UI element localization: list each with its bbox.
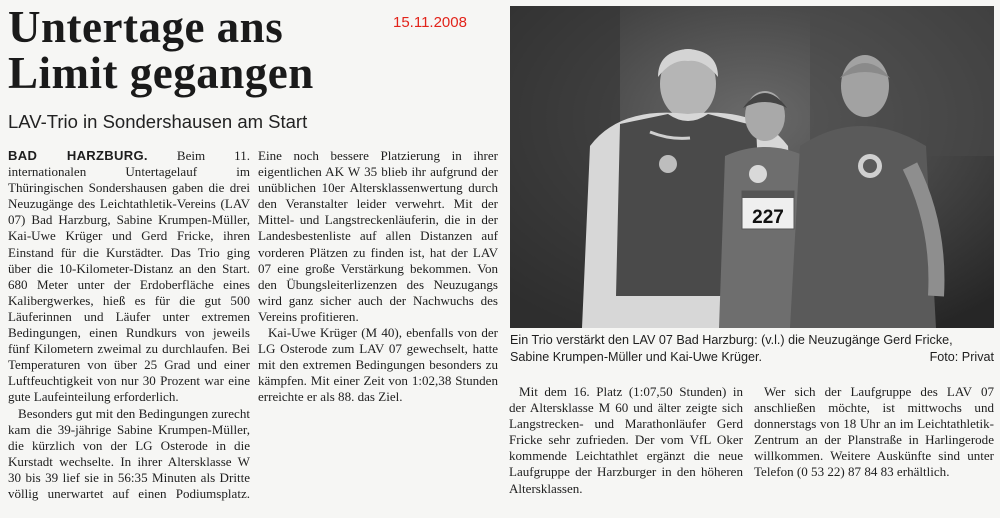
article-paragraph-4: Mit dem 16. Platz (1:07,50 Stunden) in der Altersklasse M 60 und älter zeigte sich Langstrecken- und Marathonläufer Gerd Fricke sehr zufrieden. Der vom VfL Oker kommende Leichtathlet ergänzt die neue Laufgruppe der Harzburger in den höheren Altersklassen. <box>509 384 743 496</box>
article-paragraph-continued: Eine noch bessere Platzierung in ihrer eigentlichen AK W 35 blieb ihr aufgrund der unüblichen 10er Altersklassenwertung durch den Veranstalter leider verwehrt. Mit der Mittel- und Langstreckenläuferin, die in der Landesbestenliste auf allen Distanzen auf vorderen Plätzen zu finden ist, hat der LAV 07 eine große Verstärkung bekommen. Von den Übungsleiterlizenzen des Neuzugangs wird ganz sicher auch der Nachwuchs des Vereins profitieren. <box>258 148 498 324</box>
subheadline: LAV-Trio in Sondershausen am Start <box>8 111 308 132</box>
article-paragraph-3: Kai-Uwe Krüger (M 40), ebenfalls von der LG Osterode zum LAV 07 gewechselt, hatte mit den extremen Bedingungen besonders zu kämpfen. Mit einer Zeit von 1:02,38 Stunden erreichte er als 88. das Ziel. <box>258 325 498 405</box>
bib-number: 227 <box>752 207 784 228</box>
date-stamp: 15.11.2008 <box>393 14 467 31</box>
team-photo <box>510 6 994 328</box>
article-paragraph-1: BAD HARZBURG. Beim 11. internationalen Untertagelauf im Thüringischen Sondershausen gaben die drei Neuzugänge des Leichtathletik-Vereins (LAV 07) Bad Harzburg, Sabine Krumpen-Müller, Kai-Uwe Krüger und Gerd Fricke, ihren Einstand für die Kurstädter. Das Trio ging über die 10-Kilometer-Distanz an den Start. 680 Meter unter der Erdoberfläche eines Kalibergwerkes, hieß es für die gut 500 Läuferinnen und Läufer unter extremen Bedingungen, einen Rundkurs von jeweils fünf Kilometern zweimal zu durchlaufen. Bei Temperaturen von über 25 Grad und einer Luftfeuchtigkeit von nur 30 Prozent war eine gute Laufeinteilung erforderlich. <box>8 148 250 405</box>
article-column-1 <box>8 148 250 502</box>
article-paragraph-5: Wer sich der Laufgruppe des LAV 07 anschließen möchte, ist mittwochs und donnerstags von 18 Uhr an im Leichtathletik-Zentrum an der Planstraße in Harlingerode willkommen. Weitere Auskünfte sind unter Telefon (0 53 22) 87 84 83 erhältlich. <box>754 384 994 480</box>
article-paragraph-2: Besonders gut mit den Bedingungen zurecht kam die 39-jährige Sabine Krumpen-Müller, die kürzlich von der LG Osterode in die Kurstadt wechselte. In ihrer Altersklasse W 30 bis 39 lief sie in 56:35 Minuten als Dritte völlig unerwartet auf einen Podiumsplatz. <box>8 405 250 501</box>
article-column-4 <box>754 384 994 481</box>
article-column-2 <box>258 148 498 406</box>
article-column-3 <box>509 384 743 497</box>
headline-line-2: Limit gegangen <box>8 48 314 98</box>
headline <box>8 4 314 96</box>
photo-credit: Foto: Privat <box>929 350 994 364</box>
photo-caption <box>510 332 994 366</box>
photo-caption-text: Ein Trio verstärkt den LAV 07 Bad Harzburg: (v.l.) die Neuzugänge Gerd Fricke, Sabine Krumpen-Müller und Kai-Uwe Krüger. <box>510 333 953 364</box>
team-photo-illustration <box>510 6 994 328</box>
dateline-kicker: BAD HARZBURG. <box>8 148 148 163</box>
headline-line-1: Untertage ans <box>8 2 284 52</box>
